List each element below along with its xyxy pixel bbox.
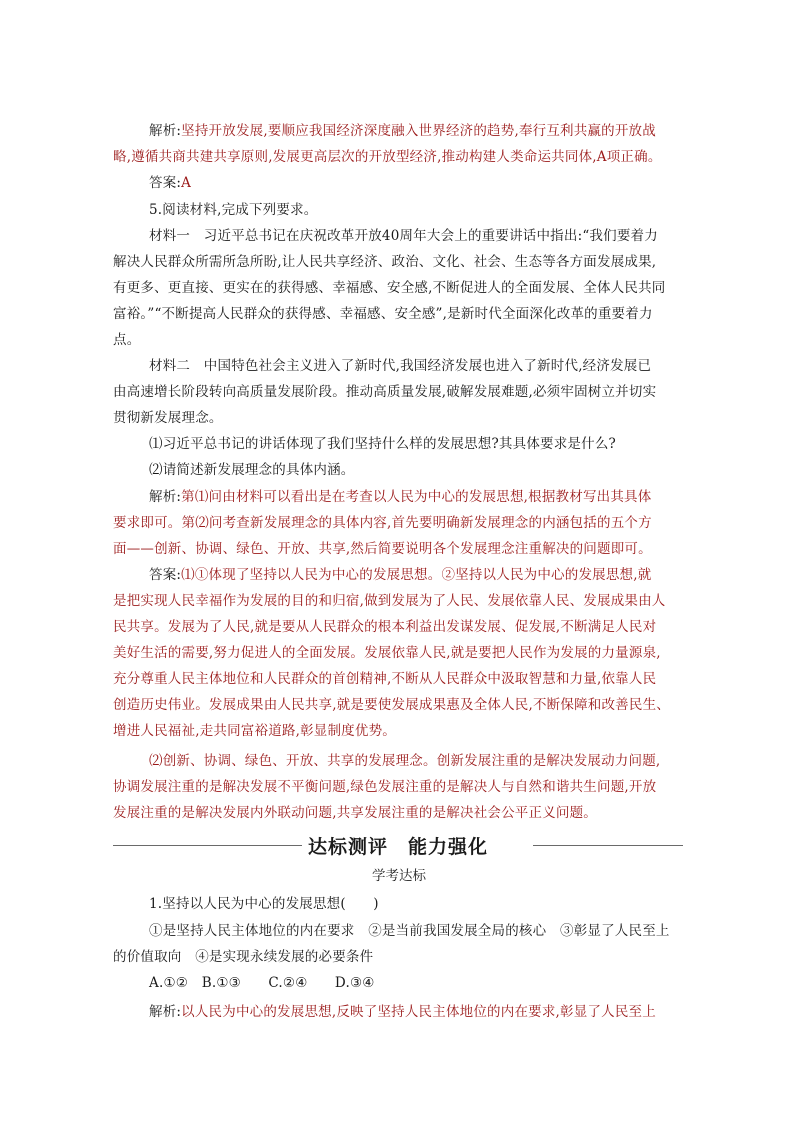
answer-label: 答案:	[149, 567, 182, 583]
analysis-text: 坚持开放发展,要顺应我国经济深度融入世界经济的趋势,奉行互利共赢的开放战	[181, 123, 656, 139]
material-2-line-1: 材料二 中国特色社会主义进入了新时代,我国经济发展也进入了新时代,经济发展已	[149, 358, 652, 374]
q5-subquestion-2: ⑵请简述新发展理念的具体内涵。	[149, 462, 355, 478]
q5-analysis-line-2: 要求即可。第⑵问考查新发展理念的具体内容,首先要明确新发展理念的内涵包括的五个方	[113, 515, 652, 531]
analysis-label: 解析:	[149, 1004, 182, 1020]
q5-answer-line-2: 是把实现人民幸福作为发展的目的和归宿,做到发展为了人民、发展依靠人民、发展成果由人	[113, 593, 666, 609]
q5-analysis-line-3: 面——创新、协调、绿色、开放、共享,然后简要说明各个发展理念注重解决的问题即可。	[113, 541, 652, 557]
section-header	[113, 832, 683, 860]
q4-analysis-line-1	[113, 118, 685, 144]
material-2-line-2: 由高速增长阶段转向高质量发展阶段。推动高质量发展,破解发展难题,必须牢固树立并切实	[113, 384, 657, 400]
material-2-line-3: 贯彻新发展理念。	[113, 410, 223, 426]
q5-analysis-line-1	[113, 484, 685, 510]
next-analysis-line-1	[113, 999, 685, 1025]
next-options-line-1: ①是坚持人民主体地位的内在要求 ②是当前我国发展全局的核心 ③彰显了人民至上	[149, 923, 670, 939]
q5-answer-line-1	[113, 562, 685, 588]
q5-answer-line-6: 创造历史伟业。发展成果由人民共享,就是要使发展成果惠及全体人民,不断保障和改善民生、	[113, 697, 670, 713]
analysis-text: 以人民为中心的发展思想,反映了坚持人民主体地位的内在要求,彰显了人民至上	[181, 1004, 656, 1020]
material-1-line-5: 点。	[113, 332, 141, 348]
material-1-line-1: 材料一 习近平总书记在庆祝改革开放40周年大会上的重要讲话中指出:“我们要着力	[149, 228, 658, 244]
q4-analysis-line-2: 略,遵循共商共建共享原则,发展更高层次的开放型经济,推动构建人类命运共同体,A项正确。	[113, 149, 662, 165]
q5-answer-line-4: 美好生活的需要,努力促进人的全面发展。发展依靠人民,就是要把人民作为发展的力量源泉,	[113, 645, 661, 661]
answer-value: A	[181, 175, 192, 191]
q4-answer	[113, 170, 685, 196]
q5-stem: 5.阅读材料,完成下列要求。	[149, 202, 318, 218]
q5-answer-line-7: 增进人民福祉,走共同富裕道路,彰显制度优势。	[113, 723, 396, 739]
q5-answer-line-5: 充分尊重人民主体地位和人民群众的首创精神,不断从人民群众中汲取智慧和力量,依靠人民	[113, 671, 657, 687]
next-options-line-2: 的价值取向 ④是实现永续发展的必要条件	[113, 949, 374, 965]
analysis-text: 第⑴问由材料可以看出是在考查以人民为中心的发展思想,根据教材写出其具体	[181, 489, 652, 505]
section-title-wrap	[113, 832, 683, 859]
material-1-line-4: 富裕。”“不断提高人民群众的获得感、幸福感、安全感”,是新时代全面深化改革的重要着力	[113, 306, 653, 322]
material-1-line-2: 解决人民群众所需所急所盼,让人民共享经济、政治、文化、社会、生态等各方面发展成果,	[113, 254, 657, 270]
q5-answer2-line-1: ⑵创新、协调、绿色、开放、共享的发展理念。创新发展注重的是解决发展动力问题,	[149, 753, 661, 769]
section-subtitle: 学考达标	[372, 868, 426, 884]
analysis-label: 解析:	[149, 123, 182, 139]
q5-subquestion-1: ⑴习近平总书记的讲话体现了我们坚持什么样的发展思想?其具体要求是什么?	[149, 436, 616, 452]
q5-answer2-line-3: 发展注重的是解决发展内外联动问题,共享发展注重的是解决社会公平正义问题。	[113, 805, 597, 821]
q5-answer2-line-2: 协调发展注重的是解决发展不平衡问题,绿色发展注重的是解决人与自然和谐共生问题,开放	[113, 779, 657, 795]
answer-label: 答案:	[149, 175, 182, 191]
answer-text: ⑴①体现了坚持以人民为中心的发展思想。②坚持以人民为中心的发展思想,就	[181, 567, 652, 583]
analysis-label: 解析:	[149, 489, 182, 505]
material-1-line-3: 有更多、更直接、更实在的获得感、幸福感、安全感,不断促进人的全面发展、全体人民共同	[113, 280, 666, 296]
next-question-stem: 1.坚持以人民为中心的发展思想( )	[149, 896, 379, 912]
q5-answer-line-3: 民共享。发展为了人民,就是要从人民群众的根本利益出发谋发展、促发展,不断满足人民对	[113, 619, 657, 635]
next-choices: A.①② B.①③ C.②④ D.③④	[149, 975, 375, 991]
section-title: 达标测评 能力强化	[302, 836, 494, 858]
